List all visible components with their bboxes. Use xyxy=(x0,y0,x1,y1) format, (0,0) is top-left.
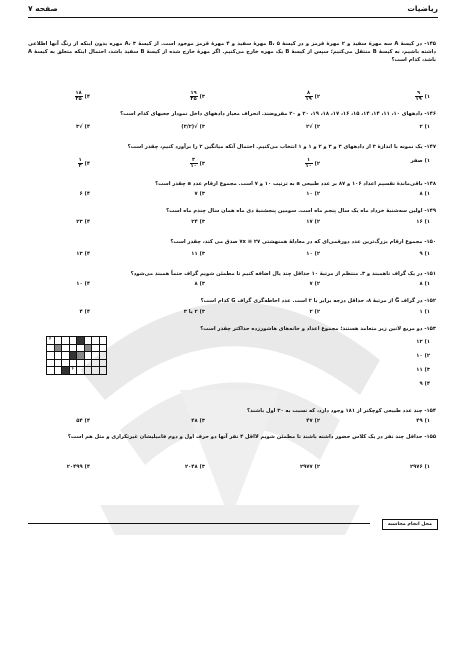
question-145: ۱۴۵- در کیسهٔ A سه مهرهٔ سفید و ۲ مهرهٔ قرمز و در کیسهٔ B، ۵ مهرهٔ سفید و ۴ مهرهٔ قرمز موجود است. از کیسهٔ A، ۳ مهره بدون اینکه از رنگ آنها اطلاعی داشته باشیم، به کیسهٔ B منتقل می‌کنیم؛ سپس از کیسهٔ B یک مهره خارج می‌کنیم. اگر مهرهٔ خارج شده از کیسهٔ B سفید باشد، احتمال اینکه متعلق به کیسهٔ A باشد، کدام است؟ xyxy=(28,41,436,63)
options-150 xyxy=(30,251,430,265)
option[interactable]: ۳) ۲ یا ۳ xyxy=(183,309,205,315)
question-150: ۱۵۰- مجموع ارقام بزرگ‌ترین عدد دورقمی‌ای که در معادلهٔ همنهشتی ۲۷ ≡ ۷x صدق می‌ کند، چقدر است؟ xyxy=(170,239,436,245)
option[interactable]: ۴) ۲۰۴۹۹ xyxy=(66,464,90,470)
option[interactable]: ۲) $\frac{۸}{۱۹}$ xyxy=(305,90,320,102)
option[interactable]: ۱) ۱ xyxy=(419,309,430,315)
option[interactable]: ۳) $\frac{۱۹}{۴۵}$ xyxy=(190,90,205,102)
option[interactable]: ۳) ۱۱ xyxy=(191,251,205,257)
option[interactable]: ۲) $\frac{۱}{۱۰}$ xyxy=(305,157,320,169)
option[interactable]: ۴) $\frac{۱}{۴}$ xyxy=(78,157,90,169)
question-154: ۱۵۴- چند عدد طبیعی کوچکتر از ۱۸۱ وجود دارد، که نسبت به ۳۰ اول باشند؟ xyxy=(247,408,436,414)
option[interactable]: ۴) ۱۰ xyxy=(76,281,90,287)
scratch-divider xyxy=(28,523,370,524)
option[interactable]: ۳) ۲۰۴۸ xyxy=(184,464,205,470)
option[interactable]: ۱) $\frac{۹}{۱۹}$ xyxy=(415,90,430,102)
option[interactable]: ۱) ۲ xyxy=(419,124,430,130)
options-146 xyxy=(30,124,430,138)
option[interactable]: ۳) $\frac{۳}{۱۰}$ xyxy=(190,157,205,169)
options-147 xyxy=(30,158,430,172)
option[interactable]: ۴) ۲۳ xyxy=(76,219,90,225)
question-147: ۱۴۷- یک نمونه با اندازهٔ ۳ از دادههای ۳ و ۳ و ۲ و ۱ و ۱ انتخاب می‌کنیم. احتمال آنکه میانگین ۲ را برآورد کنیم، چقدر است؟ xyxy=(127,144,436,150)
question-148: ۱۴۸- باقی‌ماندهٔ تقسیم اعداد ۱۰۶ و ۸۷ بر عدد طبیعی a به ترتیب ۱۰ و ۷ است. مجموع ارقام عدد a چقدر است؟ xyxy=(155,181,436,187)
options-152 xyxy=(30,309,430,323)
option[interactable]: ۳) ۲۴ xyxy=(191,219,205,225)
question-146: ۱۴۶- دادههای ۱۰، ۱۱، ۱۴، ۱۴، ۱۵، ۱۶، ۱۷، ۱۸، ۱۹، ۲۰ و ۲۰ مفروضند. انحراف معیار دادههای داخل نمودار جعبهای کدام است؟ xyxy=(120,111,436,117)
option[interactable]: ۱) ۴۹ xyxy=(416,418,430,424)
option[interactable]: ۱) ۲۹۷۶ xyxy=(409,464,430,470)
question-155: ۱۵۵- حداقل چند نفر در یک کلاس حضور داشته باشند تا مطمئن شویم لااقل ۴ نفر آنها دو حرف اول و دوم فامیلیشان غیرتکراری و مثل هم است؟ xyxy=(67,434,436,440)
option[interactable]: ۴) ۴ xyxy=(79,309,90,315)
option[interactable]: ۲) ۱۰ xyxy=(306,251,320,257)
option[interactable]: ۱) ۱۶ xyxy=(416,219,430,225)
option[interactable]: ۴) ۵۴ xyxy=(76,418,90,424)
scratch-area-label: محل انجام محاسبه xyxy=(382,519,438,530)
option[interactable]: ۴) ۶ xyxy=(79,191,90,197)
page-number: صفحه ۷ xyxy=(28,4,58,13)
option[interactable]: ۲) ۱۰ xyxy=(416,353,430,359)
header-divider xyxy=(28,17,438,18)
option[interactable]: ۲) ۷ xyxy=(309,281,320,287)
options-145 xyxy=(30,91,430,105)
grid-number: ۴ xyxy=(47,337,55,345)
option[interactable]: ۱) ۱۲ xyxy=(416,339,430,345)
question-149: ۱۴۹- اولین سه‌شنبهٔ خرداد ماه یک سال پنجم ماه است. سومین پنجشنبهٔ دی ماه همان سال چندم ماه است؟ xyxy=(166,208,436,214)
subject-title: ریاضیات xyxy=(407,4,438,13)
option[interactable]: ۲) ۱۷ xyxy=(306,219,320,225)
options-148 xyxy=(30,191,430,205)
option[interactable]: ۱) ۸ xyxy=(419,191,430,197)
option[interactable]: ۱) صفر xyxy=(410,158,430,164)
option[interactable]: ۳) √(۳/۲) xyxy=(181,124,205,130)
option[interactable]: ۳) ۷ xyxy=(194,191,205,197)
option[interactable]: ۳) ۴۸ xyxy=(191,418,205,424)
option[interactable]: ۲) ۴۷ xyxy=(306,418,320,424)
question-151: ۱۵۱- در یک گراف ناهمبند و ۳ـ منتظم از مرتبهٔ ۱۰ حداقل چند یال اضافه کنیم تا مطمئن شویم گراف حتماً همبند می‌شود؟ xyxy=(130,271,436,277)
grid-number: ۴ xyxy=(69,367,77,375)
option[interactable]: ۳) ۱۱ xyxy=(416,367,430,373)
option[interactable]: ۲) ۱۰ xyxy=(306,191,320,197)
option[interactable]: ۴) ۹ xyxy=(419,381,430,387)
option[interactable]: ۳) ۸ xyxy=(194,281,205,287)
latin-square-grid xyxy=(46,336,107,375)
options-149 xyxy=(30,219,430,233)
question-153: ۱۵۳- دو مربع لاتین زیر متعامد هستند؛ مجموع اعداد و خانه‌های هاشورزده حداکثر چقدر است؟ xyxy=(200,326,436,332)
options-151 xyxy=(30,281,430,295)
options-155 xyxy=(30,464,430,478)
option[interactable]: ۱) ۸ xyxy=(419,281,430,287)
option[interactable]: ۴) √۳ xyxy=(76,124,90,130)
option[interactable]: ۴) $\frac{۱۸}{۴۵}$ xyxy=(75,90,90,102)
option[interactable]: ۲) ۲۹۷۷ xyxy=(299,464,320,470)
option[interactable]: ۲) ۲ xyxy=(309,309,320,315)
question-152: ۱۵۲- در گراف G̅ از مرتبهٔ ۸، حداقل درجه برابر با ۲ است. عدد احاطه‌گری گراف G کدام است؟ xyxy=(200,298,436,304)
option[interactable]: ۱) ۹ xyxy=(419,251,430,257)
option[interactable]: ۲) √۲ xyxy=(306,124,320,130)
options-154 xyxy=(30,418,430,432)
option[interactable]: ۴) ۱۳ xyxy=(76,251,90,257)
